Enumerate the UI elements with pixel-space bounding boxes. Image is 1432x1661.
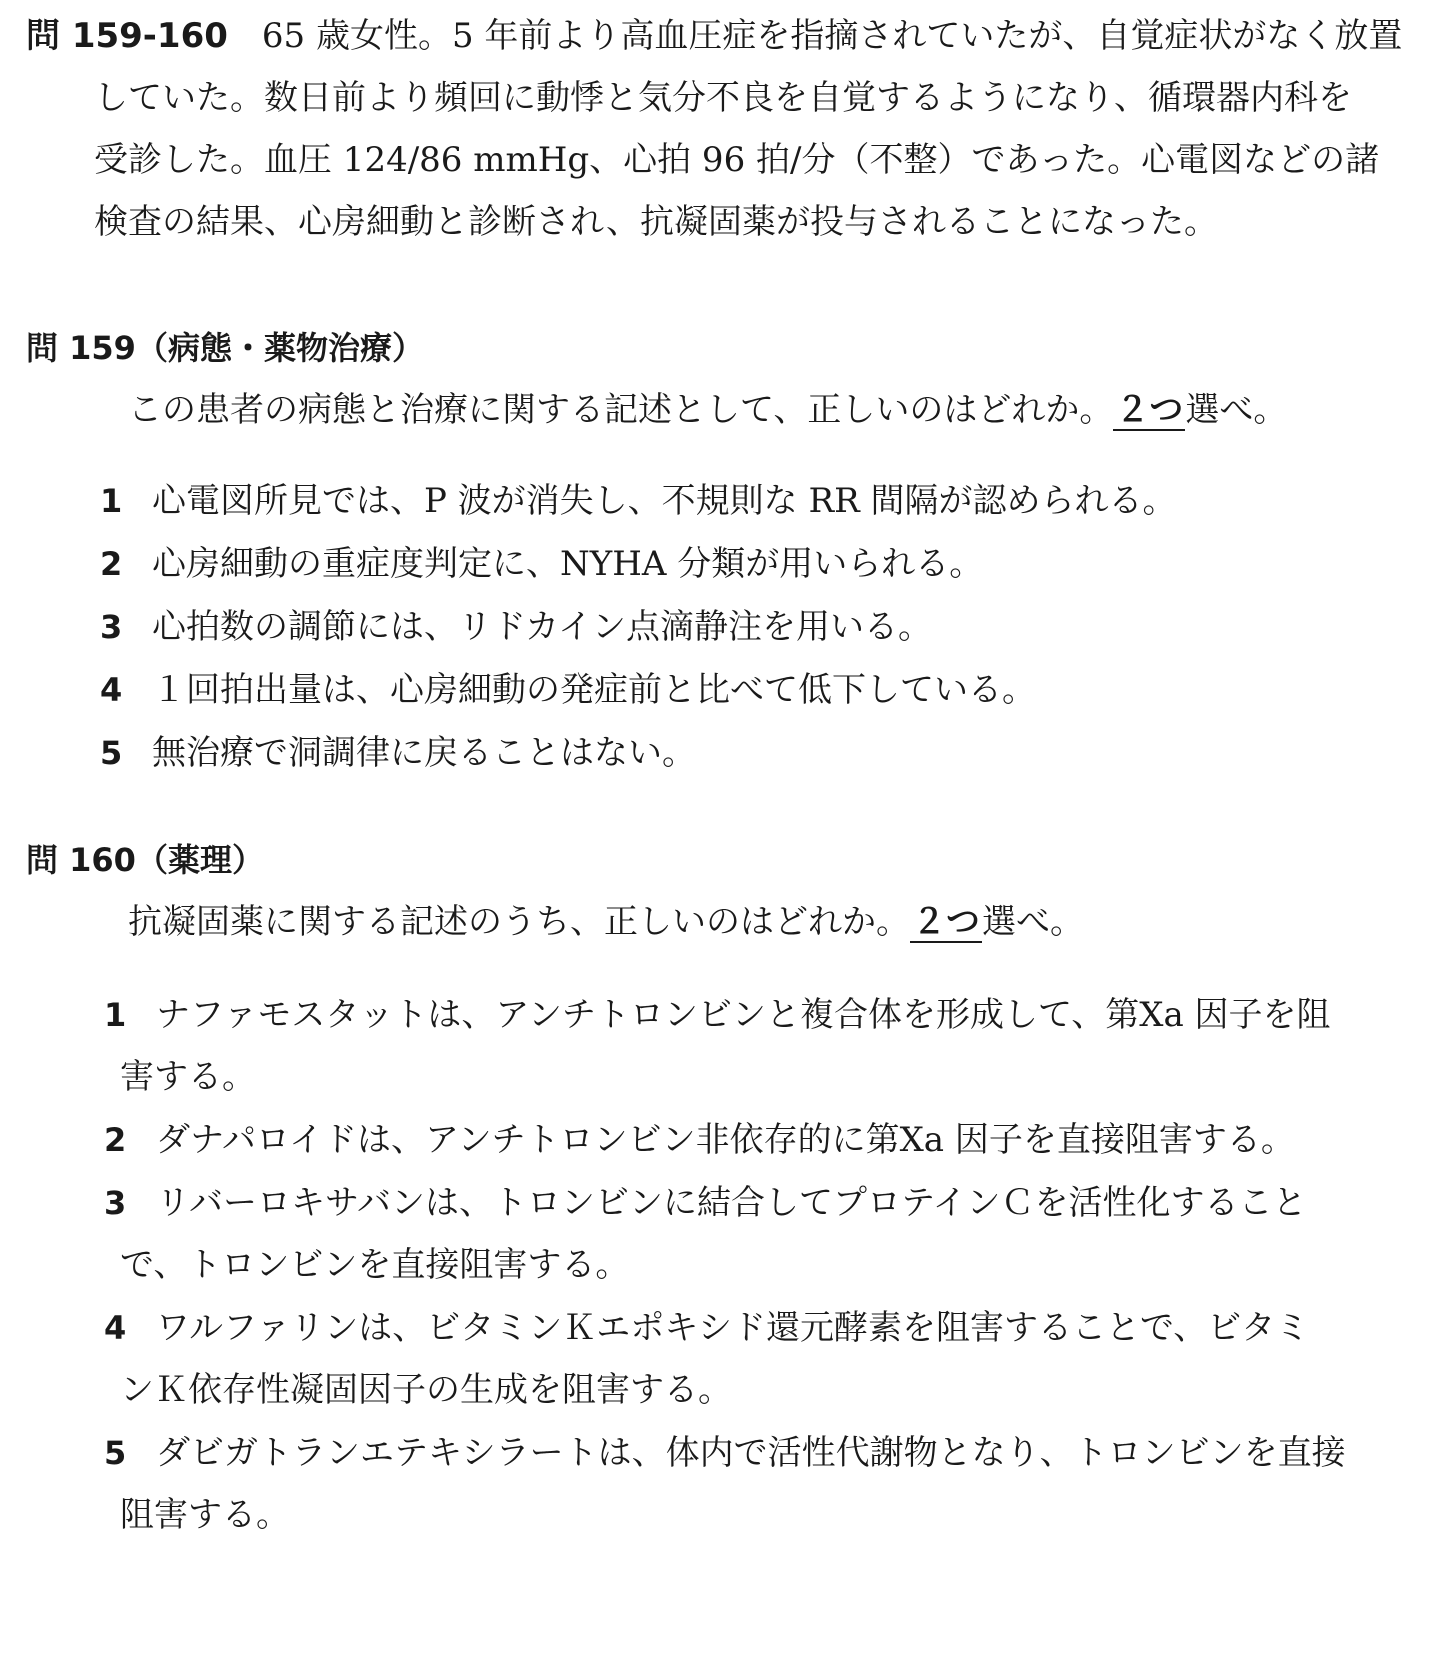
q160-stem — [128, 900, 1084, 944]
q159-stem — [128, 388, 1287, 432]
option-text: ナファモスタットは、アンチトロンビンと複合体を形成して、第Xa 因子を阻 — [156, 995, 1331, 1035]
q160-option-5-continuation: 阻害する。 — [120, 1495, 290, 1535]
case-line-2: していた。数日前より頻回に動悸と気分不良を自覚するようになり、循環器内科を — [94, 78, 1352, 118]
q160-option-4-continuation: ンＫ依存性凝固因子の生成を阻害する。 — [120, 1370, 732, 1410]
option-text: 心電図所見では、P 波が消失し、不規則な RR 間隔が認められる。 — [152, 481, 1177, 521]
option-number: 3 — [104, 1184, 127, 1222]
option-number: 4 — [104, 1309, 127, 1347]
q159-option-1[interactable] — [100, 479, 1177, 523]
option-text: 心拍数の調節には、リドカイン点滴静注を用いる。 — [152, 607, 932, 647]
option-number: 1 — [100, 482, 123, 520]
option-number: 2 — [100, 545, 123, 583]
q160-option-1-continuation: 害する。 — [120, 1057, 256, 1097]
option-number: 5 — [100, 734, 123, 772]
q159-option-2[interactable] — [100, 542, 983, 586]
case-id: 問 159-160 — [26, 16, 228, 56]
option-text: ダナパロイドは、アンチトロンビン非依存的に第Xa 因子を直接阻害する。 — [156, 1120, 1295, 1160]
q159-option-5[interactable] — [100, 731, 696, 775]
q160-option-3[interactable] — [104, 1181, 1307, 1225]
option-number: 1 — [104, 996, 127, 1034]
option-text: ワルファリンは、ビタミンＫエポキシド還元酵素を阻害することで、ビタミ — [156, 1308, 1310, 1348]
option-text: リバーロキサバンは、トロンビンに結合してプロテインＣを活性化すること — [156, 1183, 1307, 1223]
option-text: １回拍出量は、心房細動の発症前と比べて低下している。 — [152, 670, 1036, 710]
q160-stem-text: 抗凝固薬に関する記述のうち、正しいのはどれか。 — [128, 902, 910, 942]
case-text-1: 65 歳女性。5 年前より高血圧症を指摘されていたが、自覚症状がなく放置 — [261, 16, 1403, 56]
q160-option-5[interactable] — [104, 1431, 1346, 1475]
q159-stem-text: この患者の病態と治療に関する記述として、正しいのはどれか。 — [128, 390, 1114, 430]
q160-option-4[interactable] — [104, 1306, 1309, 1350]
q159-stem-emphasis: ２つ — [1115, 390, 1184, 430]
option-text: 心房細動の重症度判定に、NYHA 分類が用いられる。 — [152, 544, 984, 584]
option-number: 3 — [100, 608, 123, 646]
q159-stem-tail: 選べ。 — [1185, 390, 1288, 430]
q160-stem-emphasis: ２つ — [912, 902, 980, 942]
case-line-1 — [26, 14, 1402, 58]
option-number: 2 — [104, 1121, 127, 1159]
option-number: 4 — [100, 671, 123, 709]
q160-stem-tail: 選べ。 — [982, 902, 1084, 942]
q159-option-3[interactable] — [100, 605, 932, 649]
q160-heading: 問 160（薬理） — [26, 841, 264, 879]
option-text: ダビガトランエテキシラートは、体内で活性代謝物となり、トロンビンを直接 — [156, 1433, 1346, 1473]
q160-option-2[interactable] — [104, 1118, 1295, 1162]
option-text: 無治療で洞調律に戻ることはない。 — [152, 733, 696, 773]
q160-option-1[interactable] — [104, 993, 1331, 1037]
q159-option-4[interactable] — [100, 668, 1036, 712]
case-line-3: 受診した。血圧 124/86 mmHg、心拍 96 拍/分（不整）であった。心電図などの諸 — [94, 140, 1380, 180]
q159-heading: 問 159（病態・薬物治療） — [26, 329, 424, 367]
case-line-4: 検査の結果、心房細動と診断され、抗凝固薬が投与されることになった。 — [94, 202, 1219, 242]
option-number: 5 — [104, 1434, 127, 1472]
q160-option-3-continuation: で、トロンビンを直接阻害する。 — [120, 1245, 630, 1285]
